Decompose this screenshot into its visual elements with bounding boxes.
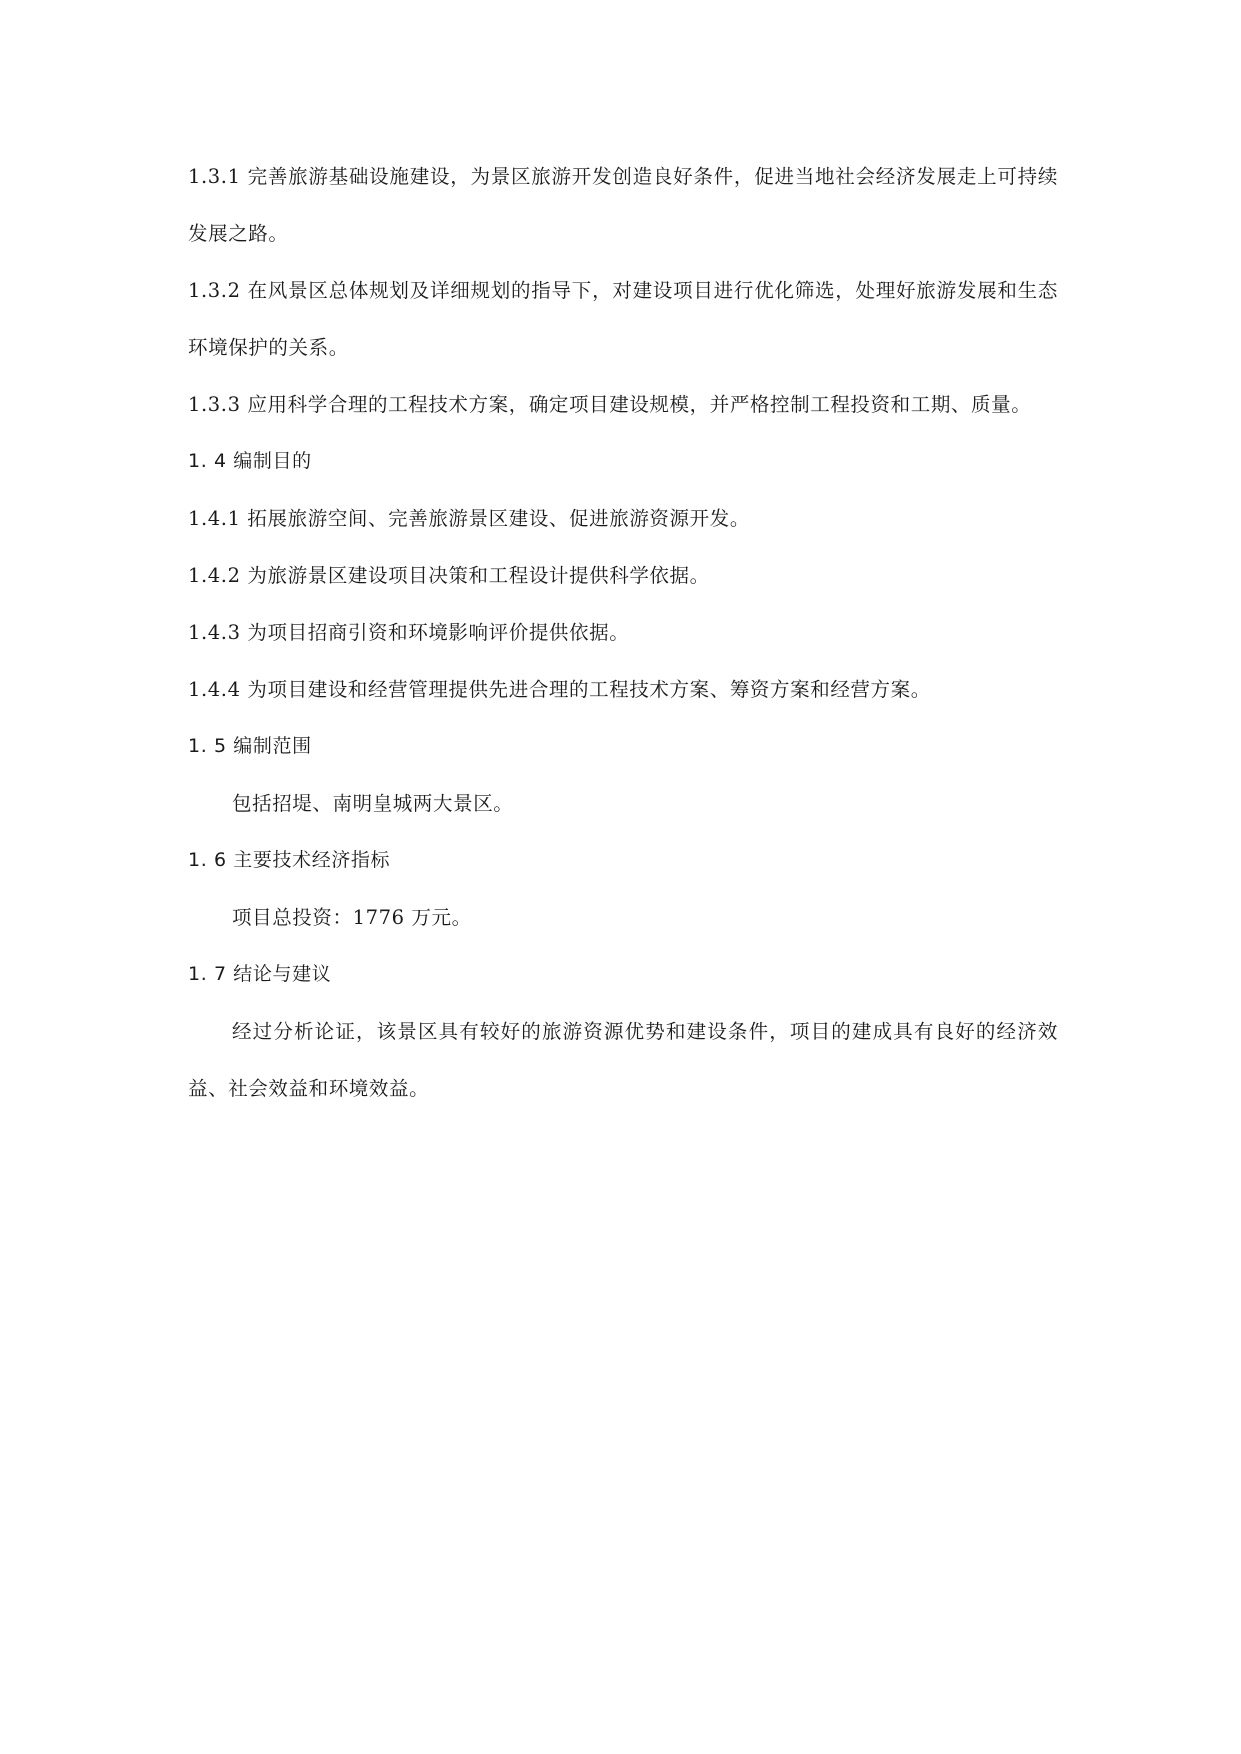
paragraph-1-4-1: 1.4.1 拓展旅游空间、完善旅游景区建设、促进旅游资源开发。 xyxy=(188,507,750,530)
paragraph-1-3-3: 1.3.3 应用科学合理的工程技术方案，确定项目建设规模，并严格控制工程投资和工期、质量。 xyxy=(188,393,1032,416)
paragraph-conclusion: 经过分析论证，该景区具有较好的旅游资源优势和建设条件，项目的建成具有良好的经济效益、社会效益和环境效益。 xyxy=(188,1020,1058,1100)
paragraph-1-3-1: 1.3.1 完善旅游基础设施建设，为景区旅游开发创造良好条件，促进当地社会经济发展走上可持续发展之路。 xyxy=(188,165,1058,245)
paragraph-1-4-2: 1.4.2 为旅游景区建设项目决策和工程设计提供科学依据。 xyxy=(188,564,710,587)
paragraph-1-4-3: 1.4.3 为项目招商引资和环境影响评价提供依据。 xyxy=(188,621,630,644)
paragraph-investment: 项目总投资：1776 万元。 xyxy=(232,906,472,929)
paragraph-1-4-4: 1.4.4 为项目建设和经营管理提供先进合理的工程技术方案、筹资方案和经营方案。 xyxy=(188,678,931,701)
section-heading-1-6: 1. 6 主要技术经济指标 xyxy=(188,849,391,871)
document-body xyxy=(188,148,1058,1117)
section-heading-1-4: 1. 4 编制目的 xyxy=(188,450,312,472)
section-heading-1-7: 1. 7 结论与建议 xyxy=(188,963,332,985)
section-heading-1-5: 1. 5 编制范围 xyxy=(188,735,312,757)
paragraph-scope: 包括招堤、南明皇城两大景区。 xyxy=(232,792,514,815)
paragraph-1-3-2: 1.3.2 在风景区总体规划及详细规划的指导下，对建设项目进行优化筛选，处理好旅游发展和生态环境保护的关系。 xyxy=(188,279,1058,359)
